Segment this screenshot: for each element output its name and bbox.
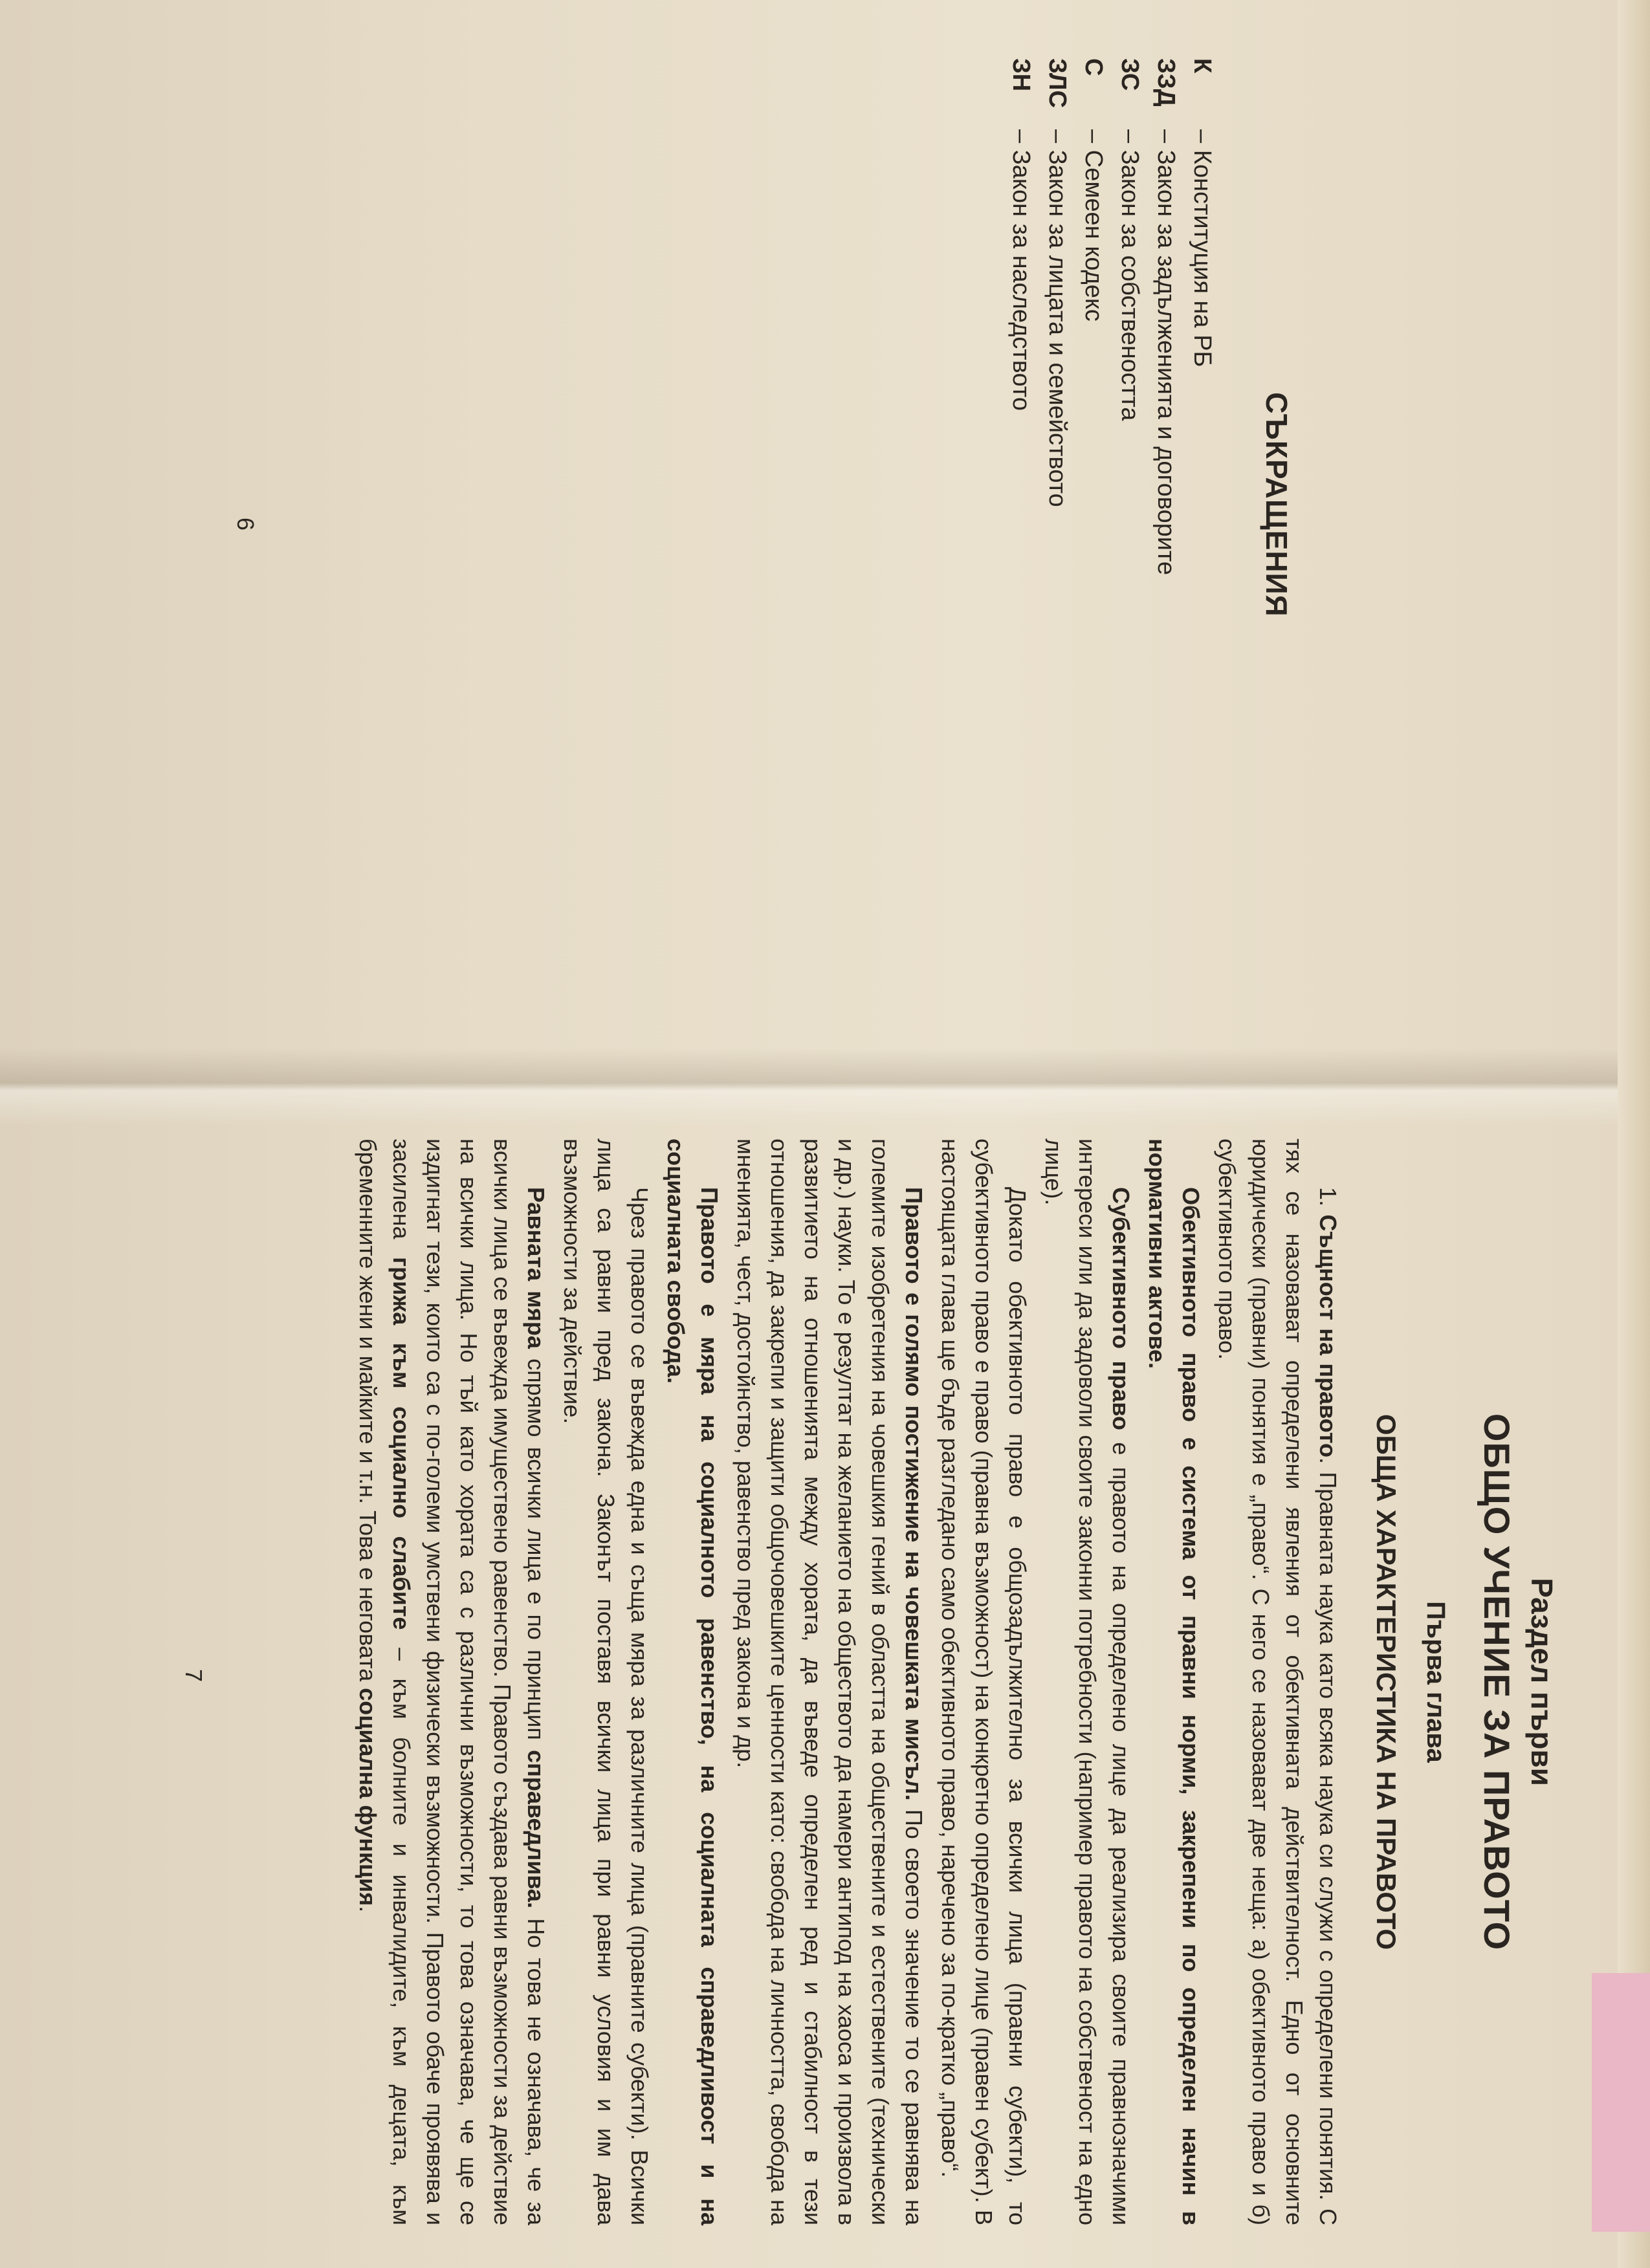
paragraph-lead: Субективното право — [1108, 1187, 1134, 1430]
abbreviation-code: С — [1080, 58, 1107, 76]
abbreviation-row — [1112, 58, 1148, 990]
paragraph-text: . Правната наука като всяка наука си служи с определени понятия. С тях се назовават определени явления от обективната действителност. Едно от основните юридически (правни) понятия е „право“. С него се назовават две неща: а) обективното право и б) субективното право. — [1214, 1139, 1341, 2225]
paragraph: Обективното право е система от правни норми, закрепени по определен начин в нормативни актове. — [1144, 1139, 1204, 2225]
paragraph-text: спрямо всички лица е по принцип — [523, 1348, 549, 1750]
abbreviation-definition: – Семеен кодекс — [1080, 129, 1107, 322]
page-number: 7 — [181, 1669, 207, 1683]
abbreviations-list — [1003, 58, 1220, 990]
paragraph — [1210, 1139, 1345, 2225]
paragraph-bold: социална функция — [355, 1688, 381, 1906]
paragraph — [729, 1139, 930, 2225]
paragraph: Чрез правото се въвежда една и съща мяра за различните лица (правните субекти). Всички лица са равни пред закона. Законът поставя всички лица при равни условия и им дава възможности за действие. — [559, 1139, 653, 2225]
page-fold — [0, 1048, 1650, 1126]
section-heading: Раздел първи — [1525, 1578, 1559, 1786]
abbreviation-definition: – Закон за собствеността — [1116, 129, 1143, 421]
paragraph-text: Но това не означава, че за всички лица се въвежда имуществено равенство. Правото създава равни възможности за действие на всички лица. Но тъй като хората са с различни възможности, то това означава, че ще се издигнат тези, които са с по-големи умствени физически възможности. Правото обаче проявява и засилена — [388, 1139, 549, 2226]
abbreviations-heading: СЪКРАЩЕНИЯ — [1260, 392, 1293, 617]
chapter-title: ОБЩА ХАРАКТЕРИСТИКА НА ПРАВОТО — [1371, 1413, 1402, 1950]
paragraph-text: . — [355, 1906, 381, 1913]
abbreviation-row — [1075, 58, 1112, 990]
paragraph-bold: справедлива. — [523, 1750, 549, 1909]
part-title: ОБЩО УЧЕНИЕ ЗА ПРАВОТО — [1477, 1413, 1517, 1951]
abbreviation-code: ЗН — [1007, 58, 1035, 92]
chapter-heading: Първа глава — [1422, 1601, 1450, 1763]
paragraph-text: – към болните и инвалидите, към децата, към бременните жени и майките и т.н. Това е неговата — [355, 1139, 415, 2225]
abbreviation-code: ЗЛС — [1044, 58, 1071, 108]
paragraph-text: По своето значение то се равнява на големите изобретения на човешкия гений в областта на обществените и естествените (технически и др.) науки. То е резултат на желанието на обществото да намери антипод на хаоса и произвола в развитието на отношенията между хората, да въведе определен ред и стабилност в тези отношения, да закрепи и защити общочовешките ценности като: свобода на личността, свобода на мненията, чест, достойнство, равенство пред закона и др. — [732, 1139, 927, 2225]
page-general-theory — [181, 1139, 1566, 2226]
paragraph-lead: Равната мяра — [523, 1187, 549, 1349]
paragraph — [351, 1139, 553, 2225]
paragraph — [1037, 1139, 1138, 2225]
abbreviation-row — [1184, 58, 1220, 990]
paragraph: Правото е мяра на социалното равенство, на социалната справедливост и на социалната свобода. — [663, 1139, 723, 2225]
abbreviation-code: ЗЗД — [1152, 58, 1180, 107]
paragraph-lead: Правото е голямо постижение на човешката мисъл. — [901, 1187, 927, 1801]
abbreviation-code: К — [1189, 58, 1216, 74]
paragraph-text: е правото на определено лице да реализира своите правнозначими интереси или да задоволи своите законни потребности (например правото на собственост на едно лице). — [1040, 1139, 1134, 2225]
abbreviation-definition: – Закон за наследството — [1007, 129, 1035, 411]
paragraph-number: 1. — [1315, 1187, 1341, 1215]
paragraph-bold: грижа към социално слабите — [388, 1257, 415, 1630]
abbreviation-row — [1039, 58, 1075, 990]
paragraph: Докато обективното право е общозадължително за всички лица (правни субекти), то субективното право е право (правна възможност) на конкретно определено лице (правен субект). В настоящата глава ще бъде разгледано само обективното право, наречено за по-кратко „право“. — [937, 1139, 1031, 2225]
page-edge — [1618, 0, 1650, 2268]
paragraph-lead: Същност на правото — [1315, 1214, 1341, 1457]
abbreviation-definition: – Закон за лицата и семейството — [1044, 129, 1071, 507]
page-abbreviations — [232, 19, 1456, 990]
page-number: 6 — [232, 518, 259, 531]
abbreviation-definition: – Конституция на РБ — [1189, 129, 1216, 367]
abbreviation-definition: – Закон за задълженията и договорите — [1152, 129, 1180, 576]
abbreviation-code: ЗС — [1116, 58, 1143, 91]
abbreviation-row — [1148, 58, 1184, 990]
abbreviation-row — [1003, 58, 1039, 990]
pink-bookmark-tab — [1592, 1973, 1650, 2232]
